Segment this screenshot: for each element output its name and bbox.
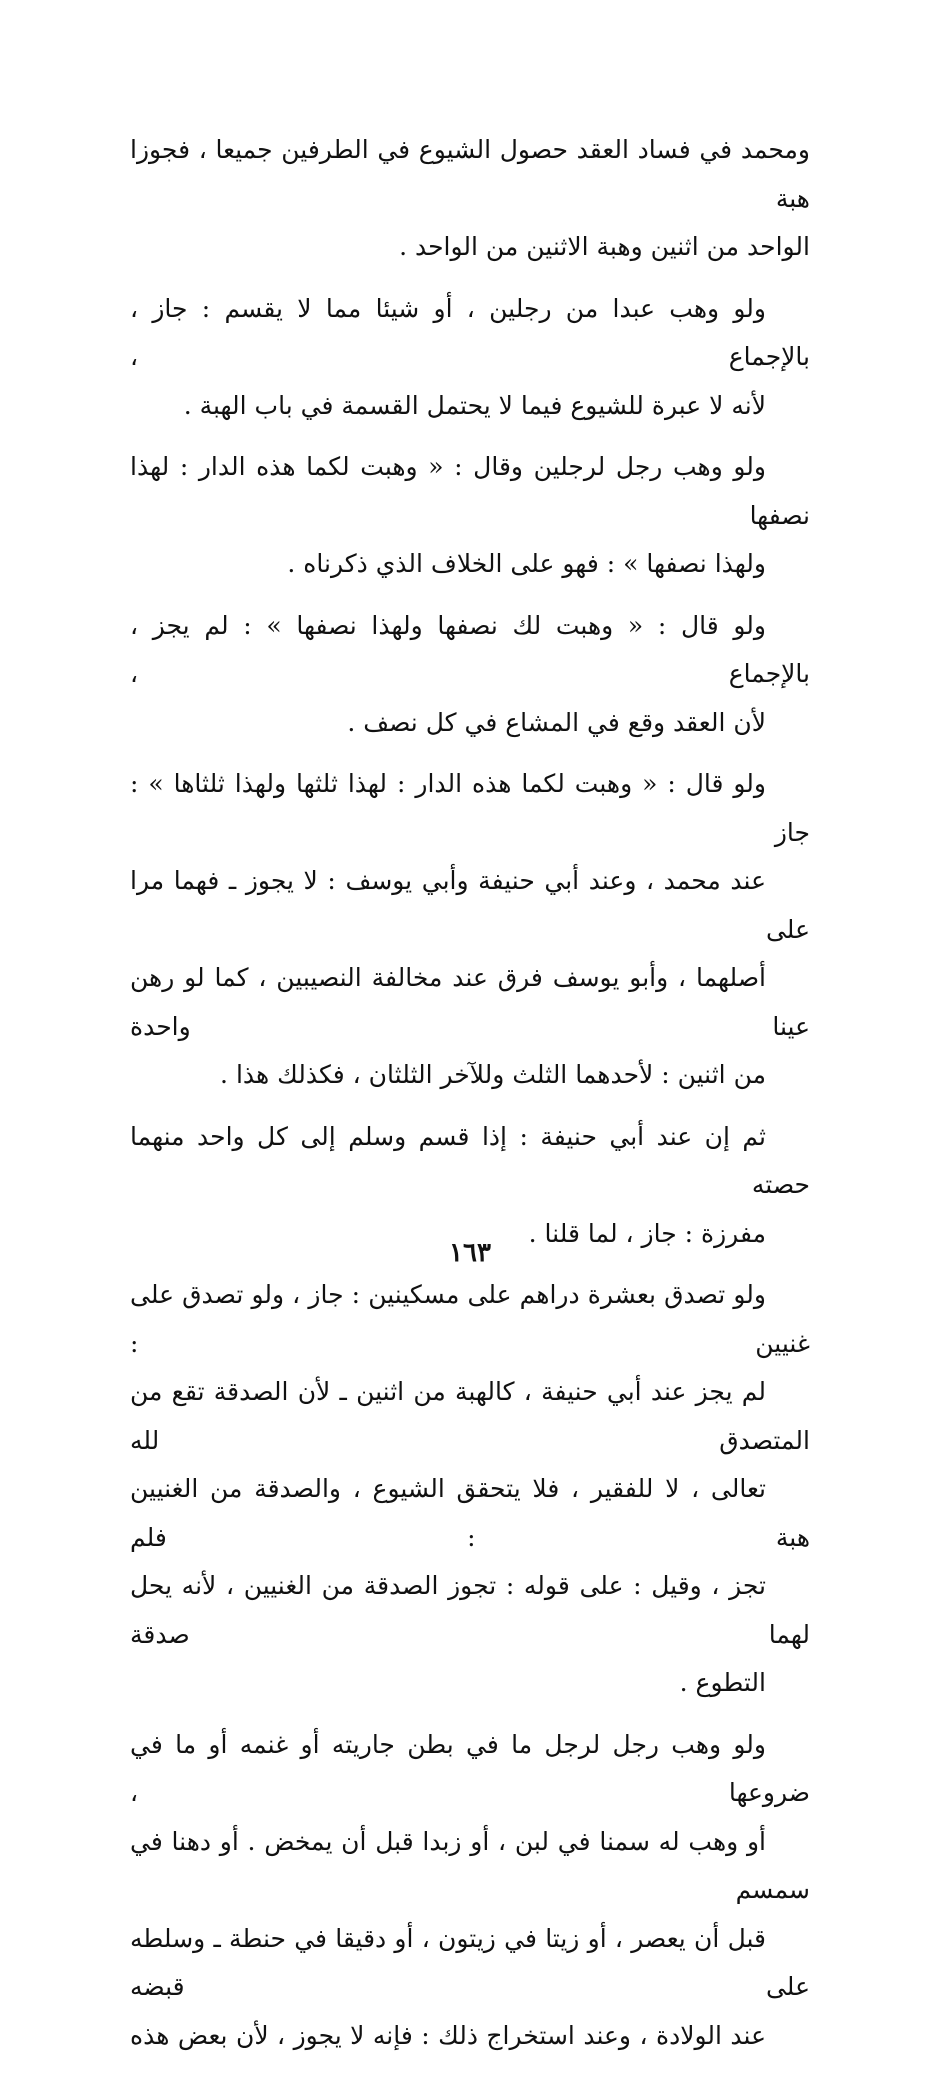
text-line: ومحمد في فساد العقد حصول الشيوع في الطرفين جميعا ، فجوزا هبة — [130, 135, 810, 213]
paragraph-5 — [130, 760, 810, 1100]
text-line: ولو وهب رجل لرجلين وقال : « وهبت لكما هذه الدار : لهذا نصفها — [130, 452, 810, 530]
text-line: ولهذا نصفها » : فهو على الخلاف الذي ذكرناه . — [287, 549, 766, 578]
paragraph-1 — [130, 126, 810, 272]
text-line: قبل أن يعصر ، أو زيتا في زيتون ، أو دقيقا في حنطة ـ وسلطه على قبضه — [130, 1923, 810, 2001]
page-body — [130, 126, 810, 2073]
text-line: ولو قال : « وهبت لكما هذه الدار : لهذا ثلثها ولهذا ثلثاها » : جاز — [130, 769, 810, 847]
paragraph-8 — [130, 1721, 810, 2061]
paragraph-4 — [130, 602, 810, 748]
text-line: لأن العقد وقع في المشاع في كل نصف . — [347, 707, 766, 737]
text-line: من اثنين : لأحدهما الثلث وللآخر الثلثان ، فكذلك هذا . — [220, 1060, 766, 1089]
text-line: عند الولادة ، وعند استخراج ذلك : فإنه لا يجوز ، لأن بعض هذه — [130, 2020, 766, 2050]
text-line: التطوع . — [679, 1668, 766, 1697]
paragraph-6 — [130, 1113, 810, 1259]
page-number: ١٦٣ — [449, 1238, 491, 1268]
paragraph-7 — [130, 1271, 810, 1708]
text-line: أصلهما ، وأبو يوسف فرق عند مخالفة النصيبين ، كما لو رهن عينا واحدة — [130, 963, 810, 1041]
text-line: تجز ، وقيل : على قوله : تجوز الصدقة من الغنيين ، لأنه يحل لهما صدقة — [130, 1571, 810, 1649]
text-line: عند محمد ، وعند أبي حنيفة وأبي يوسف : لا يجوز ـ فهما مرا على — [130, 866, 810, 944]
paragraph-2 — [130, 285, 810, 431]
text-line: ولو تصدق بعشرة دراهم على مسكينين : جاز ، ولو تصدق على غنيين : — [130, 1280, 810, 1358]
text-line: أو وهب له سمنا في لبن ، أو زبدا قبل أن يمخض . أو دهنا في سمسم — [130, 1826, 810, 1904]
text-line: لم يجز عند أبي حنيفة ، كالهبة من اثنين ـ لأن الصدقة تقع من المتصدق لله — [130, 1377, 810, 1455]
text-line: تعالى ، لا للفقير ، فلا يتحقق الشيوع ، والصدقة من الغنيين هبة : فلم — [130, 1474, 810, 1552]
text-line: لأنه لا عبرة للشيوع فيما لا يحتمل القسمة في باب الهبة . — [183, 390, 766, 420]
text-line: الواحد من اثنين وهبة الاثنين من الواحد . — [399, 232, 810, 261]
text-line: ولو وهب عبدا من رجلين ، أو شيئا مما لا يقسم : جاز ، بالإجماع ، — [130, 293, 810, 371]
text-line: ثم إن عند أبي حنيفة : إذا قسم وسلم إلى كل واحد منهما حصته — [130, 1121, 810, 1199]
text-line: ولو قال : « وهبت لك نصفها ولهذا نصفها » : لم يجز ، بالإجماع ، — [130, 610, 810, 688]
text-line: ولو وهب رجل لرجل ما في بطن جاريته أو غنمه أو ما في ضروعها ، — [130, 1729, 810, 1807]
text-line: مفرزة : جاز ، لما قلنا . — [528, 1218, 766, 1248]
paragraph-3 — [130, 443, 810, 589]
